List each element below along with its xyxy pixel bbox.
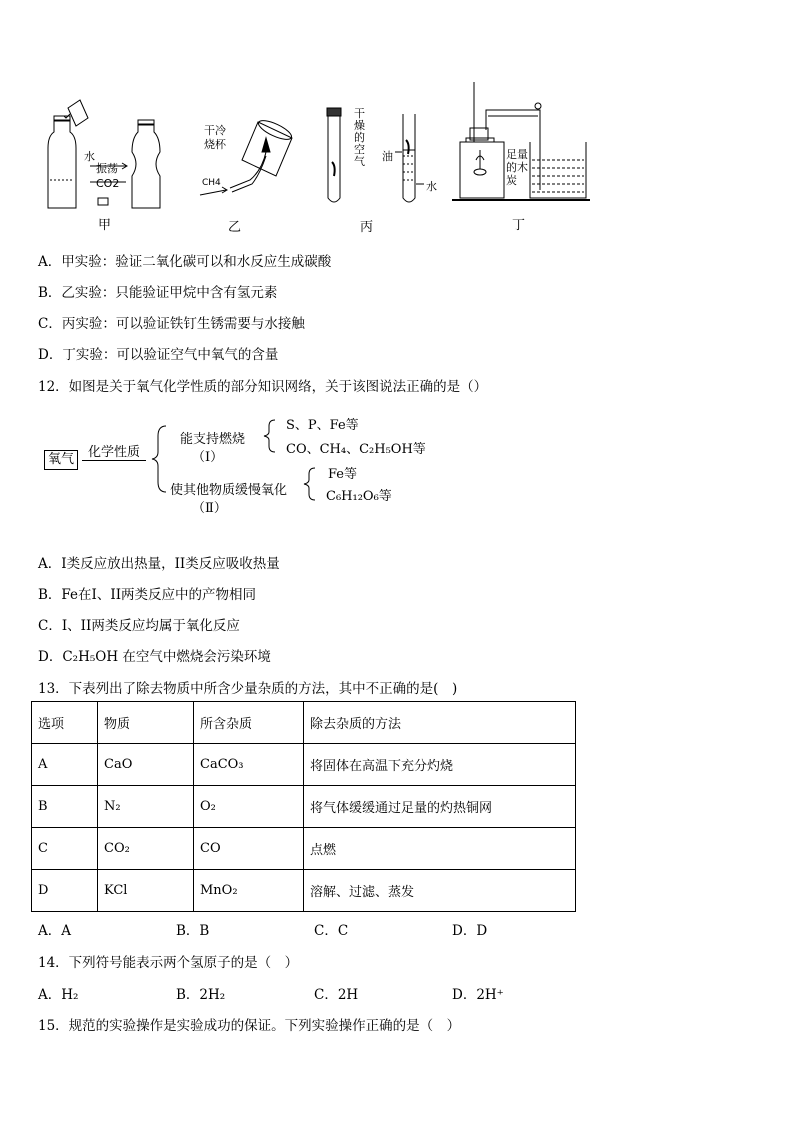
table-cell: 溶解、过滤、蒸发 xyxy=(304,870,576,912)
diagram-branch2-item1: Fe等 xyxy=(328,467,358,482)
table-cell: CO xyxy=(194,828,304,870)
diagram-branch1-tag: （Ⅰ） xyxy=(192,450,224,465)
jia-co2-label: CO2 xyxy=(96,177,120,190)
table-cell: 将固体在高温下充分灼烧 xyxy=(304,744,576,786)
bing-water-label: 水 xyxy=(426,180,437,193)
figure-bing-label: 丙 xyxy=(360,220,374,235)
q14-option-b: B．2H₂ xyxy=(176,987,226,1003)
q13-option-d: D．D xyxy=(452,923,488,939)
yi-beaker-label: 干冷烧杯 xyxy=(204,124,226,151)
q12-option-d: D．C₂H₅OH 在空气中燃烧会污染环境 xyxy=(38,649,271,665)
q15-stem: 15．规范的实验操作是实验成功的保证。下列实验操作正确的是（ ） xyxy=(38,1018,461,1034)
table-cell: 将气体缓缓通过足量的灼热铜网 xyxy=(304,786,576,828)
q12-stem: 12．如图是关于氧气化学性质的部分知识网络，关于该图说法正确的是（） xyxy=(38,379,488,395)
diagram-branch2: 使其他物质缓慢氧化 xyxy=(170,483,288,498)
table-cell: N₂ xyxy=(98,786,194,828)
q12-option-c: C．I、II两类反应均属于氧化反应 xyxy=(38,618,240,634)
bing-oil-label: 油 xyxy=(382,150,393,163)
q12-option-b: B．Fe在I、II两类反应中的产物相同 xyxy=(38,587,257,603)
diagram-branch2-tag: （Ⅱ） xyxy=(192,501,227,516)
figure-jia xyxy=(48,100,160,208)
q13-option-c: C．C xyxy=(314,923,349,939)
figure-bing xyxy=(327,108,424,202)
table-header-cell: 所含杂质 xyxy=(194,702,304,744)
diagram-branch1-item1: S、P、Fe等 xyxy=(286,418,359,433)
table-cell: C xyxy=(32,828,98,870)
diagram-branch1-item2: CO、CH₄、C₂H₅OH等 xyxy=(286,442,426,457)
diagram-root: 氧气 xyxy=(44,450,78,470)
table-row xyxy=(32,828,576,870)
diagram-chemical-property: 化学性质 xyxy=(88,445,141,460)
q11-option-d: D．丁实验：可以验证空气中氧气的含量 xyxy=(38,347,279,363)
q11-option-c: C．丙实验：可以验证铁钉生锈需要与水接触 xyxy=(38,316,305,332)
diagram-branch2-item2: C₆H₁₂O₆等 xyxy=(326,489,392,504)
table-cell: A xyxy=(32,744,98,786)
q12-option-a: A．I类反应放出热量，II类反应吸收热量 xyxy=(38,556,280,572)
impurity-removal-table xyxy=(31,701,576,912)
figure-jia-label: 甲 xyxy=(98,218,112,233)
diagram-brace-main xyxy=(150,424,170,494)
q11-option-b: B．乙实验：只能验证甲烷中含有氢元素 xyxy=(38,285,278,301)
table-cell: B xyxy=(32,786,98,828)
diagram-branch1: 能支持燃烧 xyxy=(180,432,246,447)
q13-option-a: A．A xyxy=(38,923,71,939)
table-cell: D xyxy=(32,870,98,912)
table-header-row xyxy=(32,702,576,744)
q11-option-a: A．甲实验：验证二氧化碳可以和水反应生成碳酸 xyxy=(38,254,332,270)
jia-shake-label: 振荡 xyxy=(96,162,118,175)
diagram-brace-1 xyxy=(262,418,278,454)
table-header-cell: 物质 xyxy=(98,702,194,744)
table-cell: O₂ xyxy=(194,786,304,828)
table-cell: CaCO₃ xyxy=(194,744,304,786)
table-cell: 点燃 xyxy=(304,828,576,870)
table-header-cell: 除去杂质的方法 xyxy=(304,702,576,744)
figure-ding-label: 丁 xyxy=(512,218,526,233)
table-cell: CaO xyxy=(98,744,194,786)
figure-yi-label: 乙 xyxy=(228,220,242,235)
q14-option-c: C．2H xyxy=(314,987,359,1003)
table-header-cell: 选项 xyxy=(32,702,98,744)
q14-option-d: D．2H⁺ xyxy=(452,987,504,1003)
table-cell: MnO₂ xyxy=(194,870,304,912)
table-cell: KCl xyxy=(98,870,194,912)
table-row xyxy=(32,870,576,912)
q13-option-b: B．B xyxy=(176,923,210,939)
jia-water-label: 水 xyxy=(84,150,95,163)
ding-charcoal-label: 足量的木炭 xyxy=(506,148,528,187)
q14-option-a: A．H₂ xyxy=(38,987,79,1003)
q13-stem: 13．下表列出了除去物质中所含少量杂质的方法，其中不正确的是( ) xyxy=(38,681,458,697)
bing-air-label: 干燥的空气 xyxy=(354,107,365,168)
table-row xyxy=(32,786,576,828)
table-row xyxy=(32,744,576,786)
q14-stem: 14．下列符号能表示两个氢原子的是（ ） xyxy=(38,955,299,971)
diagram-brace-2 xyxy=(302,466,318,502)
table-cell: CO₂ xyxy=(98,828,194,870)
yi-ch4-label: CH4 xyxy=(202,178,221,188)
